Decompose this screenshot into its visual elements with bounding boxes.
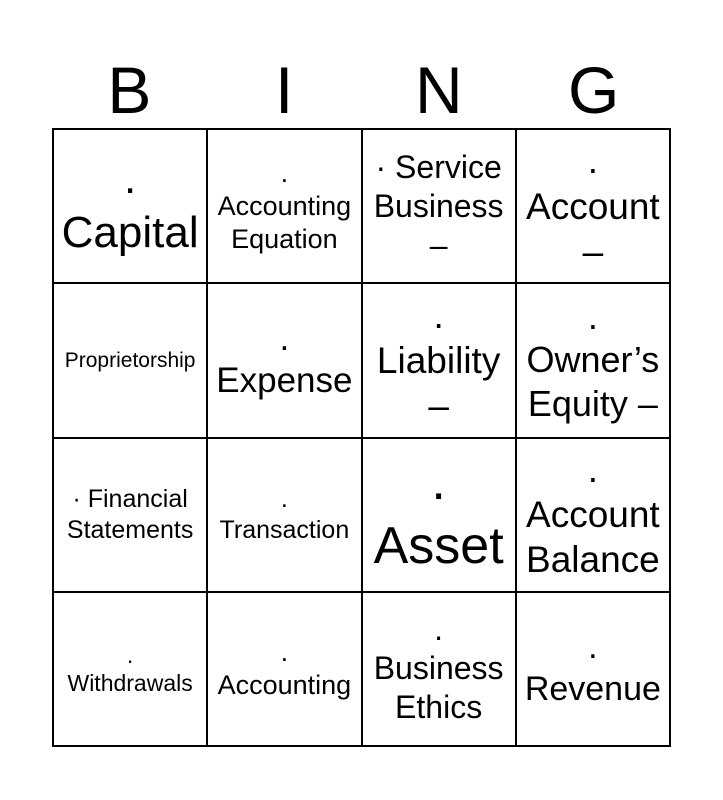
header-letter-b: B — [107, 53, 152, 127]
cell-label: . Owner’s Equity – — [526, 295, 660, 425]
bingo-cell[interactable] — [517, 439, 671, 593]
cell-label: . Expense — [216, 318, 353, 401]
bingo-cell[interactable] — [517, 130, 671, 284]
cell-label: . Revenue — [524, 628, 661, 708]
bingo-cell[interactable] — [208, 284, 362, 438]
cell-label: · Service Business – — [373, 148, 504, 263]
bingo-cell[interactable] — [517, 593, 671, 747]
bingo-cell[interactable] — [54, 439, 208, 593]
bingo-cell[interactable] — [208, 130, 362, 284]
cell-label: . Accounting Equation — [217, 157, 352, 254]
bingo-cell[interactable] — [363, 593, 517, 747]
header-letter-n: N — [415, 53, 463, 127]
bingo-board — [52, 128, 671, 747]
cell-label: . Transaction — [219, 485, 350, 544]
header-letter-g: G — [567, 53, 620, 127]
cell-label: . Account Balance — [526, 448, 660, 581]
cell-label: Proprietorship — [64, 348, 196, 372]
cell-label: . Business Ethics — [373, 611, 504, 726]
bingo-cell[interactable] — [363, 284, 517, 438]
bingo-cell[interactable] — [517, 284, 671, 438]
cell-label: . Withdrawals — [67, 641, 193, 696]
bingo-header — [52, 52, 671, 128]
bingo-cell[interactable] — [208, 439, 362, 593]
bingo-cell[interactable] — [363, 130, 517, 284]
bingo-cell[interactable] — [54, 284, 208, 438]
cell-label: . Account – — [526, 140, 660, 272]
bingo-cell[interactable] — [54, 593, 208, 747]
cell-label: · Financial Statements — [66, 485, 194, 544]
bingo-cell[interactable] — [208, 593, 362, 747]
cell-label: . Capital — [61, 154, 199, 258]
cell-label: . Asset — [373, 453, 504, 575]
cell-label: . Liability – — [376, 294, 501, 426]
bingo-cell[interactable] — [363, 439, 517, 593]
bingo-cell[interactable] — [54, 130, 208, 284]
cell-label: . Accounting — [217, 636, 352, 700]
header-letter-i: I — [274, 53, 294, 127]
